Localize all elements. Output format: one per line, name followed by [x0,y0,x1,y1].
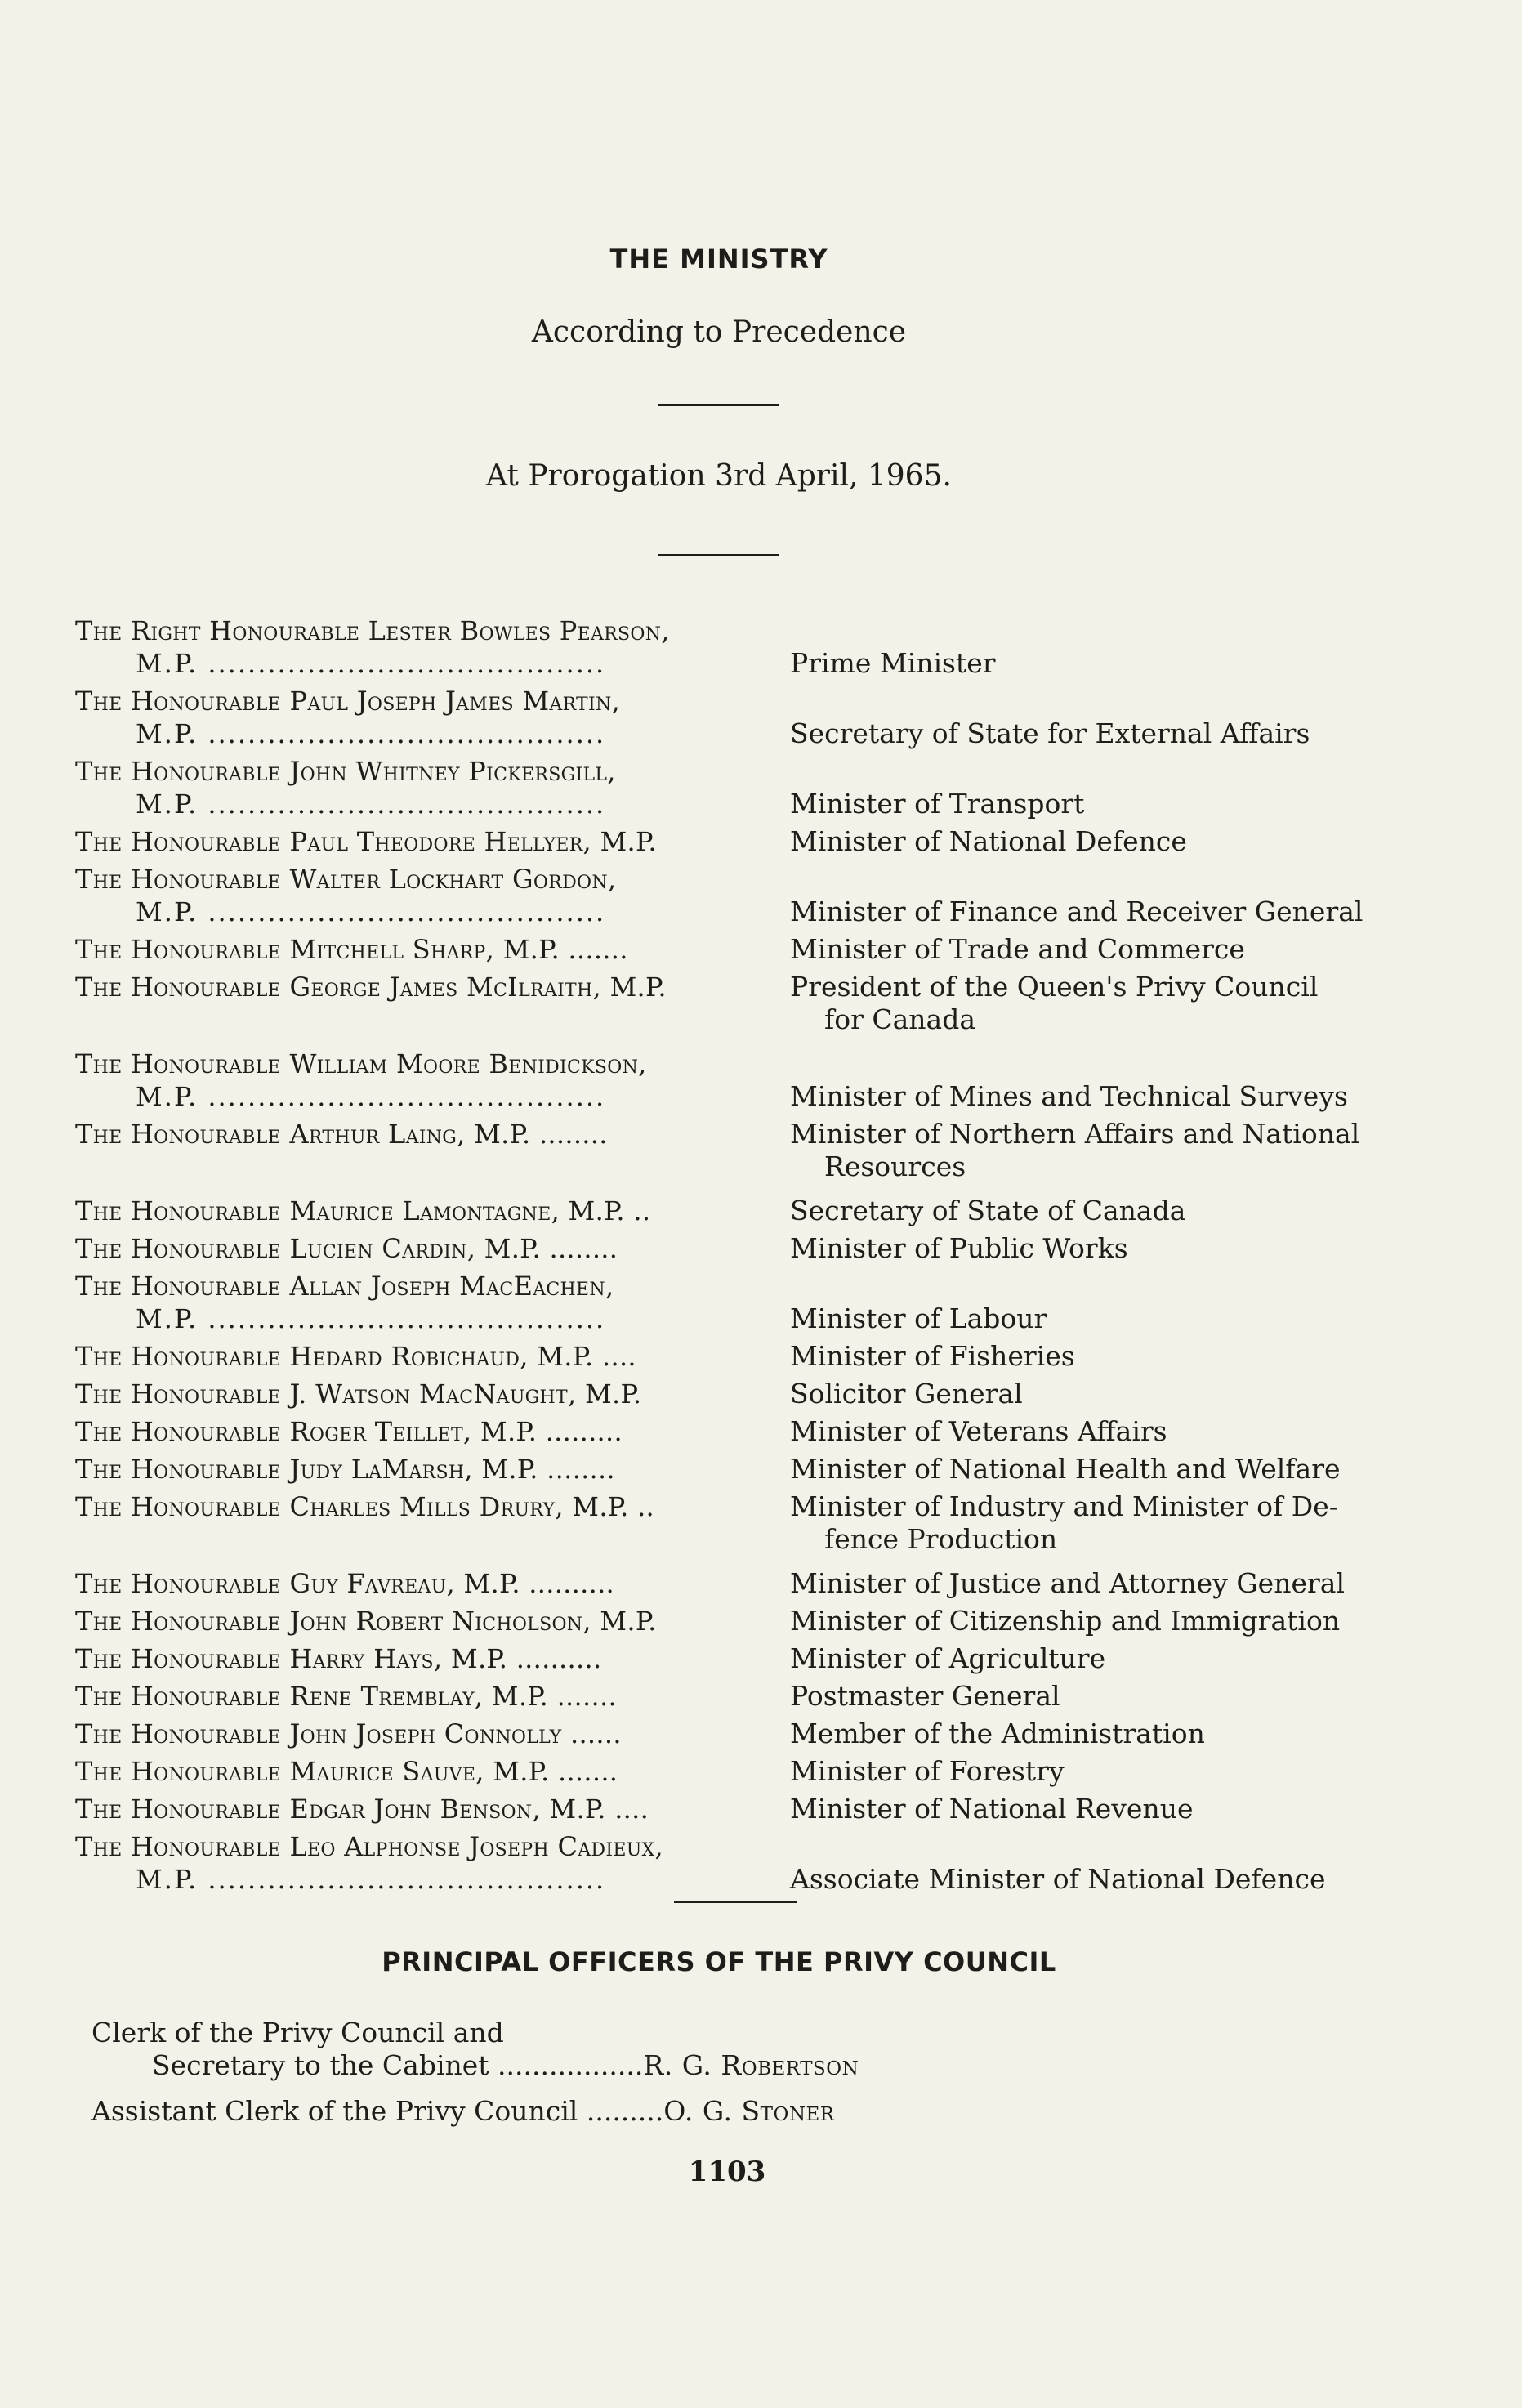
officer-row [91,2049,859,2082]
minister-portfolio [790,1118,1427,1183]
minister-name-line: The Honourable Charles Mills Drury, M.P. .. [75,1491,655,1522]
portfolio-continuation: Resources [824,1150,966,1182]
minister-name-continuation: M.P. ........................................ [136,1303,606,1334]
minister-name [75,685,764,750]
minister-name [75,755,764,820]
divider-rule [658,404,779,406]
minister-name [75,1340,764,1373]
minister-portfolio [790,1453,1427,1485]
minister-entry [75,755,1399,820]
officer-name: R. G. Robertson [643,2049,859,2081]
minister-name-line: The Honourable Judy LaMarsh, M.P. ........ [75,1454,615,1485]
minister-portfolio [790,1642,1427,1675]
minister-portfolio [790,1718,1427,1750]
officer-row [91,2095,859,2128]
minister-name [75,1378,764,1410]
minister-entry [75,1048,1399,1113]
minister-portfolio [790,1490,1427,1556]
minister-name-line: The Honourable George James McIlraith, M.P. [75,972,667,1003]
divider-rule [674,1901,797,1903]
minister-name-line: The Honourable Harry Hays, M.P. .......... [75,1643,602,1674]
portfolio-continuation: fence Production [824,1523,1058,1555]
minister-name [75,1755,764,1788]
prorogation-date: At Prorogation 3rd April, 1965. [486,459,952,493]
minister-portfolio [790,1605,1427,1637]
officer-name: O. G. Stoner [663,2095,835,2127]
minister-name-line: The Right Honourable Lester Bowles Pearson, [75,615,670,646]
minister-entry [75,1453,1399,1485]
minister-entry [75,685,1399,750]
minister-name-line: The Honourable Arthur Laing, M.P. ........ [75,1119,608,1150]
minister-entry [75,1642,1399,1675]
minister-name [75,1195,764,1227]
minister-entry [75,1793,1399,1825]
minister-name [75,1830,764,1896]
minister-name-continuation: M.P. ........................................ [136,718,606,749]
page-number: 1103 [688,2156,766,2188]
minister-entry [75,1718,1399,1750]
minister-name-line: The Honourable John Joseph Connolly ...... [75,1718,622,1749]
portfolio-line: Secretary of State of Canada [790,1195,1186,1226]
minister-name-line: The Honourable Maurice Lamontagne, M.P. .. [75,1195,651,1226]
minister-name [75,1605,764,1637]
minister-entry [75,1567,1399,1600]
page-title: THE MINISTRY [609,243,828,275]
portfolio-line: Minister of Northern Affairs and National [790,1118,1360,1150]
minister-entry [75,1118,1399,1183]
minister-name-line: The Honourable William Moore Benidickson, [75,1048,647,1079]
portfolio-line: Minister of Labour [790,1302,1047,1334]
minister-name [75,1718,764,1750]
portfolio-line: Minister of Industry and Minister of De- [790,1490,1338,1522]
minister-portfolio [790,1415,1427,1448]
minister-name-continuation: M.P. ........................................ [136,648,606,679]
minister-entry [75,1680,1399,1713]
officers-section-title: PRINCIPAL OFFICERS OF THE PRIVY COUNCIL [382,1946,1056,1977]
minister-name-line: The Honourable Guy Favreau, M.P. .......... [75,1568,615,1599]
minister-name [75,1490,764,1523]
minister-portfolio [790,1195,1427,1227]
minister-entry [75,1270,1399,1335]
page-subtitle: According to Precedence [531,315,907,349]
minister-name-line: The Honourable J. Watson MacNaught, M.P. [75,1378,642,1410]
portfolio-line: Minister of Finance and Receiver General [790,896,1364,927]
minister-portfolio [790,933,1427,966]
portfolio-line: Minister of Transport [790,788,1085,820]
portfolio-line: Minister of Fisheries [790,1340,1075,1372]
portfolio-line: Postmaster General [790,1680,1060,1712]
minister-portfolio [790,825,1427,858]
portfolio-line: Minister of Mines and Technical Surveys [790,1080,1348,1112]
minister-name [75,863,764,928]
minister-name-line: The Honourable John Whitney Pickersgill, [75,756,616,787]
portfolio-line: Secretary of State for External Affairs [790,717,1310,749]
portfolio-line: Prime Minister [790,647,996,679]
portfolio-line: Minister of Citizenship and Immigration [790,1605,1341,1637]
minister-portfolio [790,717,1427,750]
officer-title: Assistant Clerk of the Privy Council ......... [91,2095,664,2127]
minister-entry [75,825,1399,858]
minister-name-line: The Honourable Mitchell Sharp, M.P. ....... [75,934,628,965]
minister-name [75,614,764,680]
minister-name [75,1680,764,1713]
officer-entry [91,2017,859,2082]
minister-name-line: The Honourable Walter Lockhart Gordon, [75,864,617,895]
minister-name [75,825,764,858]
minister-name-line: The Honourable Rene Tremblay, M.P. ....... [75,1681,617,1712]
minister-entry [75,1340,1399,1373]
minister-entry [75,1830,1399,1896]
minister-entry [75,933,1399,966]
minister-entry [75,1755,1399,1788]
portfolio-line: Minister of Justice and Attorney General [790,1567,1345,1599]
minister-entry [75,1605,1399,1637]
portfolio-line: Minister of National Revenue [790,1793,1194,1825]
minister-name-line: The Honourable Roger Teillet, M.P. ......... [75,1416,623,1447]
minister-entry [75,1490,1399,1556]
minister-name-line: The Honourable Edgar John Benson, M.P. .... [75,1794,649,1825]
minister-name-line: The Honourable Hedard Robichaud, M.P. .... [75,1341,636,1372]
minister-portfolio [790,971,1427,1036]
minister-entry [75,1415,1399,1448]
minister-name [75,1232,764,1265]
portfolio-line: Minister of National Defence [790,825,1187,857]
minister-entry [75,971,1399,1036]
minister-name [75,1048,764,1113]
minister-portfolio [790,896,1427,928]
divider-rule [658,554,779,556]
portfolio-line: Solicitor General [790,1378,1023,1410]
portfolio-line: President of the Queen's Privy Council [790,971,1319,1003]
minister-name-line: The Honourable Allan Joseph MacEachen, [75,1271,614,1302]
minister-name [75,1453,764,1485]
minister-name [75,933,764,966]
minister-portfolio [790,1378,1427,1410]
portfolio-line: Minister of National Health and Welfare [790,1453,1341,1485]
minister-portfolio [790,1302,1427,1335]
portfolio-line: Minister of Agriculture [790,1642,1106,1674]
minister-name-line: The Honourable Paul Theodore Hellyer, M.P. [75,826,657,857]
minister-portfolio [790,788,1427,820]
minister-name [75,1642,764,1675]
minister-name-continuation: M.P. ........................................ [136,1081,606,1112]
minister-portfolio [790,1567,1427,1600]
officers-list [91,2017,859,2141]
portfolio-line: Minister of Veterans Affairs [790,1415,1167,1447]
minister-name [75,1415,764,1448]
minister-portfolio [790,1863,1427,1896]
minister-name [75,1793,764,1825]
portfolio-line: Minister of Trade and Commerce [790,933,1245,965]
portfolio-line: Minister of Forestry [790,1755,1065,1787]
portfolio-continuation: for Canada [824,1003,975,1035]
officer-title-line: Clerk of the Privy Council and [91,2017,504,2048]
minister-name [75,1118,764,1150]
minister-entry [75,1378,1399,1410]
minister-name [75,1567,764,1600]
minister-portfolio [790,1080,1427,1113]
minister-entry [75,614,1399,680]
portfolio-line: Member of the Administration [790,1718,1205,1749]
minister-name-continuation: M.P. ........................................ [136,1864,606,1895]
minister-name [75,1270,764,1335]
minister-name-line: The Honourable Paul Joseph James Martin, [75,686,621,717]
officer-entry [91,2095,859,2128]
minister-name-line: The Honourable John Robert Nicholson, M.P. [75,1606,657,1637]
ministry-list [75,614,1399,1901]
minister-entry [75,1232,1399,1265]
minister-name [75,971,764,1003]
minister-entry [75,863,1399,928]
minister-name-continuation: M.P. ........................................ [136,789,606,820]
minister-name-line: The Honourable Maurice Sauve, M.P. ....... [75,1756,618,1787]
minister-name-continuation: M.P. ........................................ [136,896,606,927]
portfolio-line: Minister of Public Works [790,1232,1128,1264]
minister-portfolio [790,1793,1427,1825]
minister-portfolio [790,1680,1427,1713]
portfolio-line: Associate Minister of National Defence [790,1863,1326,1895]
minister-portfolio [790,1755,1427,1788]
minister-name-line: The Honourable Lucien Cardin, M.P. ........ [75,1233,618,1264]
minister-portfolio [790,1232,1427,1265]
minister-portfolio [790,647,1427,680]
minister-name-line: The Honourable Leo Alphonse Joseph Cadieux, [75,1831,663,1862]
minister-portfolio [790,1340,1427,1373]
minister-entry [75,1195,1399,1227]
officer-title: Secretary to the Cabinet ................. [152,2049,644,2081]
